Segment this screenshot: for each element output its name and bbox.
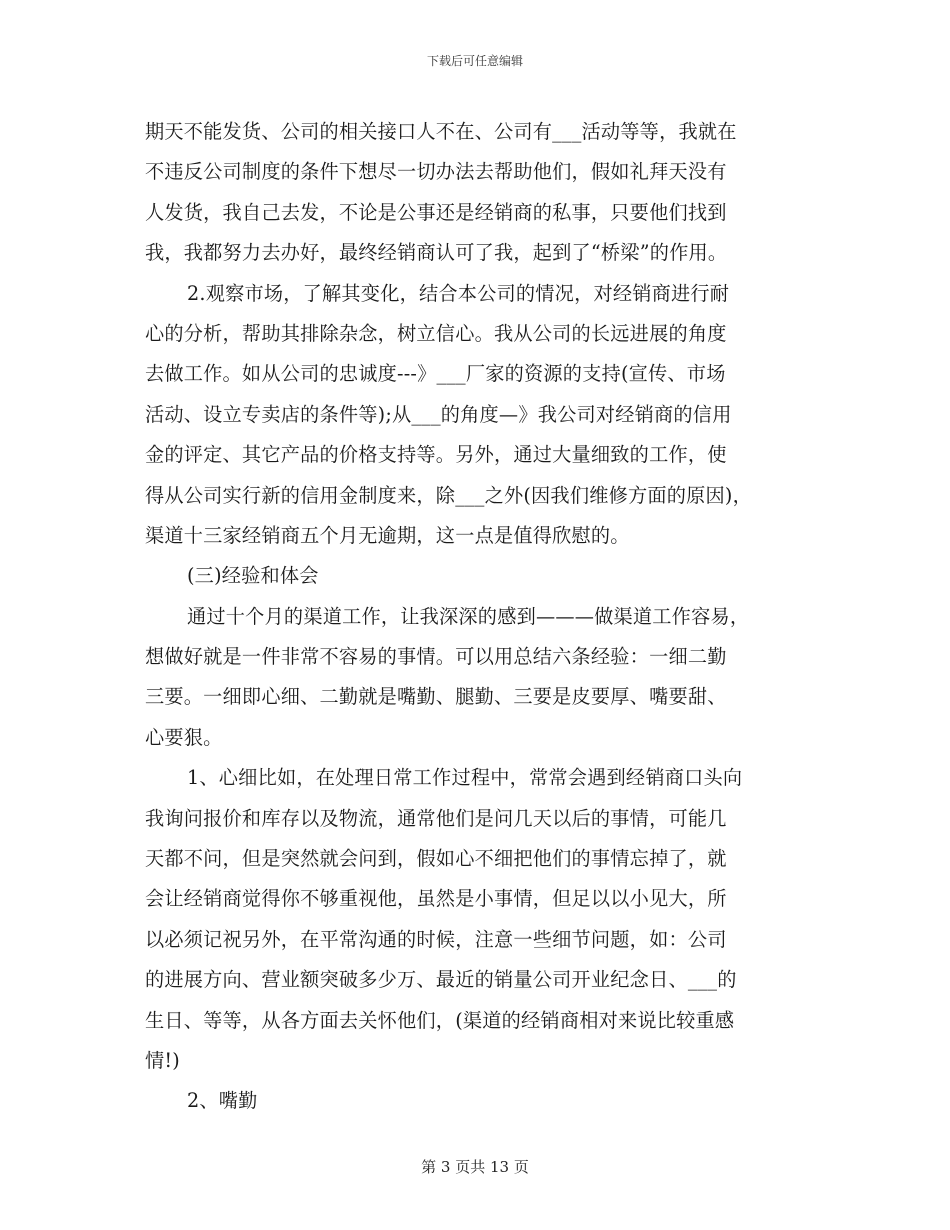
text-line: 金的评定、其它产品的价格支持等。另外，通过大量细致的工作，使 bbox=[145, 443, 727, 467]
paragraph-4 bbox=[145, 758, 815, 1081]
paragraph-2 bbox=[145, 274, 815, 557]
text-line: 活动、设立专卖店的条件等);从___的角度—》我公司对经销商的信用 bbox=[145, 402, 732, 426]
paragraph-5 bbox=[145, 1081, 815, 1121]
text-line: 通过十个月的渠道工作，让我深深的感到———做渠道工作容易， bbox=[187, 604, 750, 628]
text-line: 会让经销商觉得你不够重视他，虽然是小事情，但足以以小见大，所 bbox=[145, 887, 727, 911]
text-line: 以必须记祝另外，在平常沟通的时候，注意一些细节问题，如：公司 bbox=[145, 927, 727, 951]
text-line: 渠道十三家经销商五个月无逾期，这一点是值得欣慰的。 bbox=[145, 523, 630, 547]
text-line: 不违反公司制度的条件下想尽一切办法去帮助他们，假如礼拜天没有 bbox=[145, 160, 727, 184]
text-line: 2.观察市场，了解其变化，结合本公司的情况，对经销商进行耐 bbox=[187, 281, 730, 305]
text-line: (三)经验和体会 bbox=[187, 564, 319, 588]
text-line: 1、心细比如，在处理日常工作过程中，常常会遇到经销商口头向 bbox=[187, 766, 743, 790]
text-line: 心要狠。 bbox=[145, 725, 223, 749]
text-line: 的进展方向、营业额突破多少万、最近的销量公司开业纪念日、___的 bbox=[145, 968, 737, 992]
section-heading bbox=[145, 556, 815, 596]
text-line: 心的分析，帮助其排除杂念，树立信心。我从公司的长远进展的角度 bbox=[145, 321, 727, 345]
text-line: 2、嘴勤 bbox=[187, 1089, 258, 1113]
paragraph-1 bbox=[145, 112, 815, 274]
text-line: 想做好就是一件非常不容易的事情。可以用总结六条经验：一细二勤 bbox=[145, 645, 727, 669]
text-line: 得从公司实行新的信用金制度来，除___之外(因我们维修方面的原因)， bbox=[145, 483, 752, 507]
text-line: 人发货，我自己去发，不论是公事还是经销商的私事，只要他们找到 bbox=[145, 200, 727, 224]
page-footer: 第 3 页共 13 页 bbox=[421, 1158, 529, 1176]
document-body bbox=[145, 112, 815, 1122]
page-header: 下载后可任意编辑 bbox=[426, 54, 523, 68]
text-line: 三要。一细即心细、二勤就是嘴勤、腿勤、三要是皮要厚、嘴要甜、 bbox=[145, 685, 727, 709]
text-line: 我，我都努力去办好，最终经销商认可了我，起到了“桥梁”的作用。 bbox=[145, 241, 728, 265]
text-line: 情!) bbox=[145, 1048, 180, 1072]
text-line: 我询问报价和库存以及物流，通常他们是问几天以后的事情，可能几 bbox=[145, 806, 727, 830]
text-line: 天都不问，但是突然就会问到，假如心不细把他们的事情忘掉了，就 bbox=[145, 847, 727, 871]
text-line: 生日、等等，从各方面去关怀他们，(渠道的经销商相对来说比较重感 bbox=[145, 1008, 735, 1032]
text-line: 期天不能发货、公司的相关接口人不在、公司有___活动等等，我就在 bbox=[145, 120, 737, 143]
text-line: 去做工作。如从公司的忠诚度---》___厂家的资源的支持(宣传、市场 bbox=[145, 362, 726, 386]
paragraph-3 bbox=[145, 597, 815, 759]
